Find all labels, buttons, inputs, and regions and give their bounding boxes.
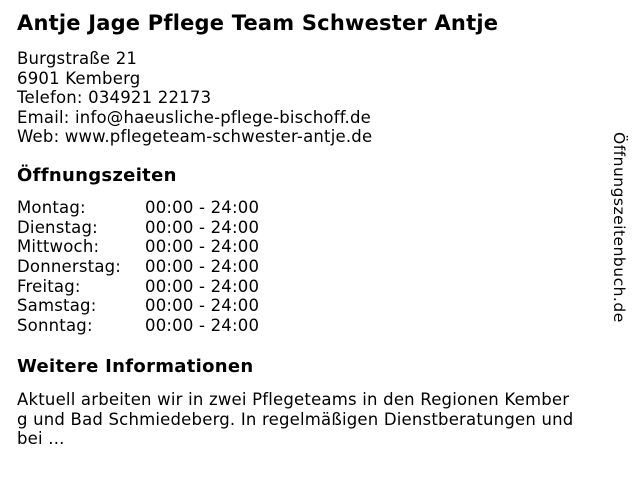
hours-value: 00:00 - 24:00 — [145, 217, 260, 237]
opening-hours-row-friday — [17, 277, 640, 297]
more-info-text: Aktuell arbeiten wir in zwei Pflegeteams in den Regionen Kemberg und Bad Schmiedeberg. In regelmäßigen Dienstberatungen und bei ... — [17, 389, 574, 449]
email-value: info@haeusliche-pflege-bischoff.de — [75, 107, 371, 127]
web-value: www.pflegeteam-schwester-antje.de — [64, 127, 373, 147]
hours-value: 00:00 - 24:00 — [145, 237, 260, 257]
watermark-brand: Öffnungszeitenbuch.de — [610, 132, 628, 323]
web-label: Web: — [17, 127, 60, 147]
opening-hours-row-thursday — [17, 257, 640, 277]
day-label: Sonntag: — [17, 316, 93, 336]
address-street: Burgstraße 21 — [17, 49, 138, 68]
more-info-heading: Weitere Informationen — [17, 355, 254, 377]
email-line — [17, 108, 640, 128]
day-label: Samstag: — [17, 296, 97, 316]
hours-value: 00:00 - 24:00 — [145, 296, 260, 316]
email-label: Email: — [17, 107, 70, 127]
opening-hours-row-wednesday — [17, 237, 640, 257]
opening-hours-row-monday — [17, 198, 640, 218]
hours-value: 00:00 - 24:00 — [145, 276, 260, 296]
page-title: Antje Jage Pflege Team Schwester Antje — [17, 11, 499, 35]
web-line — [17, 127, 640, 147]
opening-hours-table — [17, 198, 640, 336]
day-label: Donnerstag: — [17, 257, 122, 277]
day-label: Dienstag: — [17, 217, 98, 237]
day-label: Montag: — [17, 197, 86, 217]
opening-hours-row-tuesday — [17, 218, 640, 238]
contact-block — [17, 49, 640, 147]
opening-hours-row-saturday — [17, 296, 640, 316]
hours-value: 00:00 - 24:00 — [145, 257, 260, 277]
phone-value: 034921 22173 — [88, 88, 212, 108]
opening-hours-heading: Öffnungszeiten — [17, 164, 177, 186]
phone-label: Telefon: — [17, 88, 83, 108]
day-label: Mittwoch: — [17, 237, 100, 257]
address-city: 6901 Kemberg — [17, 68, 141, 88]
hours-value: 00:00 - 24:00 — [145, 197, 260, 217]
phone-line — [17, 88, 640, 108]
hours-value: 00:00 - 24:00 — [145, 316, 260, 336]
opening-hours-row-sunday — [17, 316, 640, 336]
day-label: Freitag: — [17, 276, 81, 296]
